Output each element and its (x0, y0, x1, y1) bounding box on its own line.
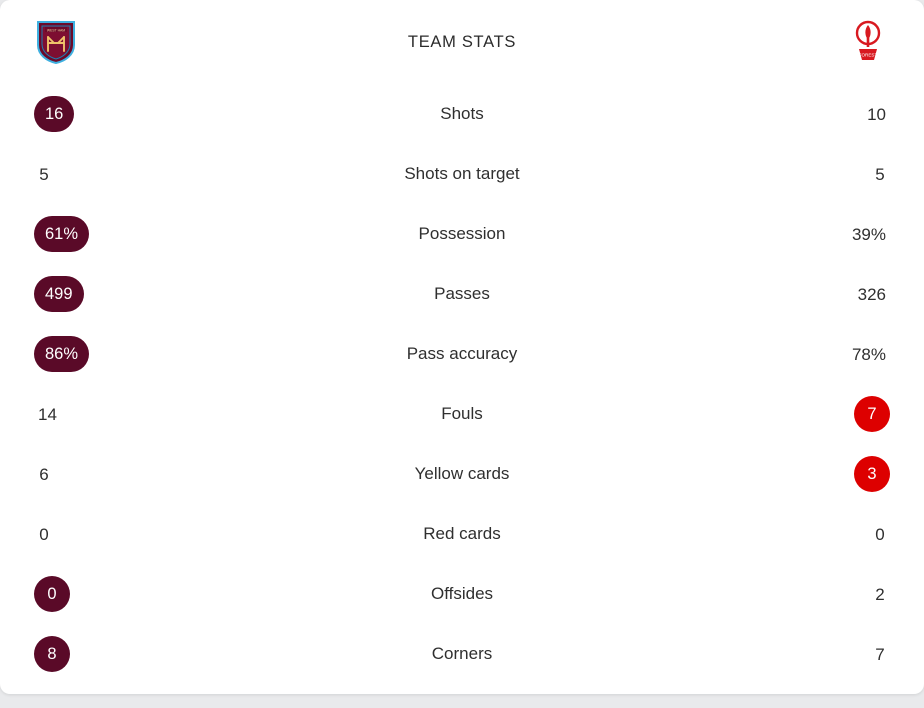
stat-home-value: 499 (34, 276, 84, 312)
stat-away-value: 7 (854, 396, 890, 432)
stat-label: Possession (418, 224, 506, 243)
stat-away-side (730, 456, 890, 492)
stat-label: Shots on target (404, 164, 520, 183)
stat-row (34, 324, 890, 384)
stat-label: Fouls (441, 404, 483, 423)
stat-away-side (730, 226, 890, 243)
stat-away-value: 2 (875, 584, 885, 604)
stat-home-value: 86% (34, 336, 89, 372)
stat-row (34, 84, 890, 144)
stat-label: Passes (434, 284, 490, 303)
stat-away-value: 7 (875, 644, 885, 664)
stat-home-side (34, 466, 194, 483)
stat-away-side (730, 106, 890, 123)
stat-home-value: 5 (39, 164, 49, 184)
stat-label: Yellow cards (414, 464, 510, 483)
stat-row (34, 624, 890, 684)
stat-away-value: 78% (851, 344, 886, 364)
stat-row (34, 384, 890, 444)
stat-home-side (34, 166, 194, 183)
stat-row (34, 444, 890, 504)
svg-text:WEST HAM: WEST HAM (46, 28, 66, 33)
stat-away-side (730, 526, 890, 543)
stat-label: Red cards (423, 524, 501, 543)
stat-away-value: 39% (851, 224, 886, 244)
stat-row (34, 564, 890, 624)
stat-home-side (34, 406, 194, 423)
stat-row (34, 204, 890, 264)
stat-away-side (730, 646, 890, 663)
stat-home-side (34, 576, 194, 612)
stat-row (34, 264, 890, 324)
stat-away-side (730, 166, 890, 183)
stat-row (34, 144, 890, 204)
stat-home-value: 8 (34, 636, 70, 672)
stat-home-side (34, 636, 194, 672)
stat-label: Shots (440, 104, 484, 123)
stat-away-side (730, 346, 890, 363)
stat-away-side (730, 396, 890, 432)
stat-away-side (730, 286, 890, 303)
stat-row (34, 504, 890, 564)
stat-away-value: 3 (854, 456, 890, 492)
stat-home-value: 6 (39, 464, 49, 484)
stat-home-side (34, 526, 194, 543)
stat-label: Corners (431, 644, 493, 663)
stat-home-side (34, 336, 194, 372)
stat-home-side (34, 276, 194, 312)
stat-home-value: 16 (34, 96, 74, 132)
team-stats-rows (0, 84, 924, 684)
west-ham-united-crest-icon (34, 18, 78, 66)
page-title: TEAM STATS (407, 32, 517, 51)
stat-away-value: 0 (875, 524, 885, 544)
stat-home-side (34, 216, 194, 252)
stat-home-side (34, 96, 194, 132)
stat-home-value: 14 (38, 404, 57, 424)
nottingham-forest-crest-icon (846, 18, 890, 66)
stat-home-value: 61% (34, 216, 89, 252)
stat-away-value: 10 (867, 104, 886, 124)
svg-text:FOREST: FOREST (858, 52, 878, 58)
stat-label: Offsides (430, 584, 494, 603)
team-stats-header (0, 0, 924, 84)
stat-home-value: 0 (34, 576, 70, 612)
stat-away-value: 326 (857, 284, 886, 304)
stat-away-side (730, 586, 890, 603)
stat-home-value: 0 (39, 524, 49, 544)
stat-away-value: 5 (875, 164, 885, 184)
stat-label: Pass accuracy (406, 344, 518, 363)
